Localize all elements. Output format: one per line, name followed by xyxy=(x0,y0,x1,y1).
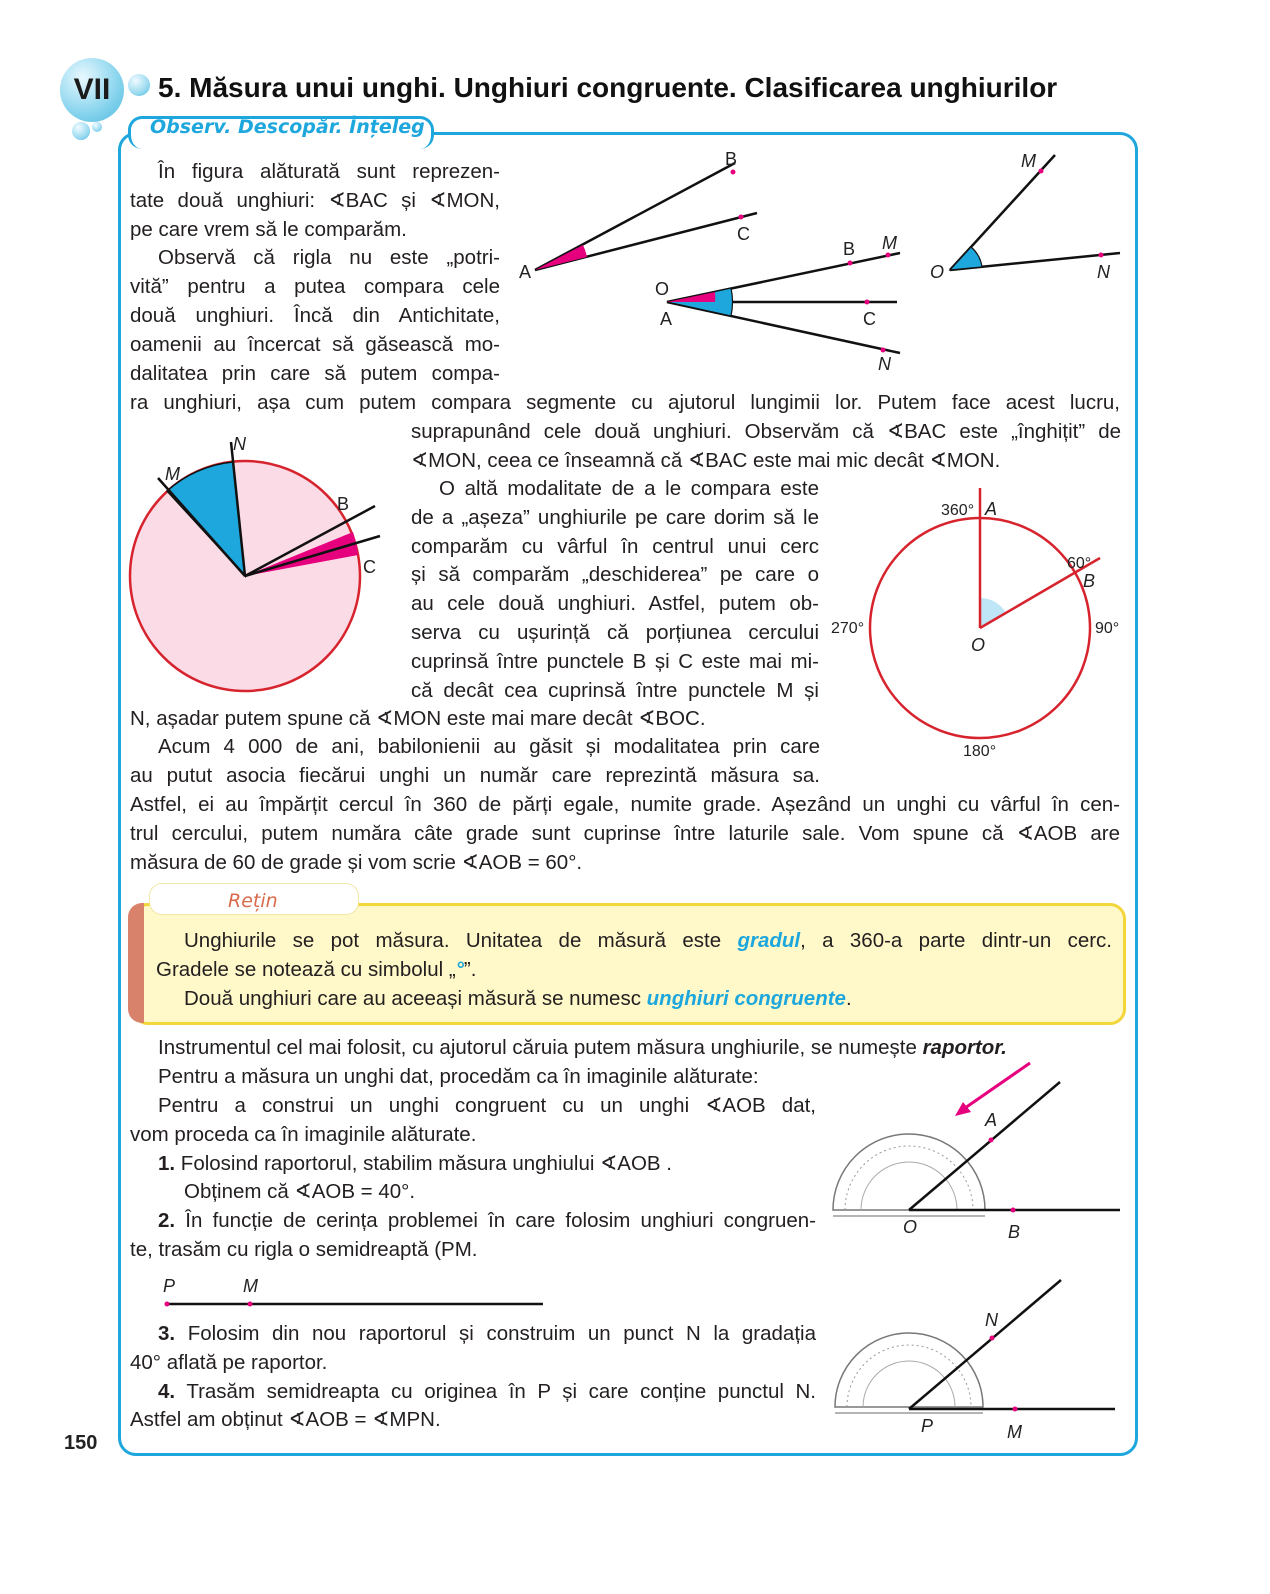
step-2: 2. În funcție de cerința problemei în care folosim unghiuri congruen- xyxy=(158,1209,816,1233)
label-B: B xyxy=(337,494,350,514)
label-M: M xyxy=(165,464,180,484)
label-B: B xyxy=(1083,571,1096,591)
label-180-deg: 180° xyxy=(963,743,997,760)
label-90-deg: 90° xyxy=(1095,620,1120,637)
text-line: Pentru a construi un unghi congruent cu un unghi ∢AOB dat, xyxy=(158,1094,816,1117)
text-line: Acum 4 000 de ani, babilonienii au găsit și modalitatea prin care xyxy=(158,735,820,758)
label-N: N xyxy=(233,434,246,454)
text-line: Gradele se notează cu simbolul „°”. xyxy=(156,957,477,981)
label-C: C xyxy=(363,557,376,577)
text-line: cuprinsă între punctele B și C este mai mi- xyxy=(411,649,819,673)
text-line: Astfel am obținut ∢AOB = ∢MPN. xyxy=(130,1408,441,1432)
paragraph-construct xyxy=(130,1092,816,1265)
paragraph-steps-3-4 xyxy=(130,1320,816,1435)
label-270-deg: 270° xyxy=(831,620,865,637)
paragraph-overlap xyxy=(411,418,1121,476)
text-line: O altă modalitate de a le compara este xyxy=(439,477,819,500)
text-line: Două unghiuri care au aceeași măsură se numesc unghiuri congruente. xyxy=(184,986,852,1010)
label-N: N xyxy=(878,354,891,374)
text-line: N, așadar putem spune că ∢MON este mai mare decât ∢BOC. xyxy=(130,707,706,730)
text-line: serva cu ușurință că porțiunea cercului xyxy=(411,620,819,644)
text-line: ra unghiuri, așa cum putem compara segmente cu ajutorul lungimii lor. Putem face acest lucru, xyxy=(130,391,1120,414)
label-N: N xyxy=(1097,262,1110,282)
figure-protractor-construct xyxy=(825,1272,1130,1444)
step-3: 3. Folosim din nou raportorul și construim un punct N la gradația xyxy=(158,1322,816,1345)
text-line: vită” pentru a putea compara cele xyxy=(130,275,500,299)
text-line: măsura de 60 de grade și vom scrie ∢AOB = 60°. xyxy=(130,850,583,874)
label-C: C xyxy=(737,224,750,244)
label-O: O xyxy=(971,635,986,655)
text-line: trul cercului, putem număra câte grade sunt cuprinse între laturile sale. Vom spune că ∢AOB are xyxy=(130,821,1120,845)
figure-circle-angles xyxy=(125,428,395,698)
text-line: au putut asocia fiecărui unghi un număr care reprezintă măsura sa. xyxy=(130,763,820,787)
text-line: suprapunând cele două unghiuri. Observăm că ∢BAC este „înghițit” de xyxy=(411,420,1121,443)
figure-angles-comparison xyxy=(505,145,1130,375)
decor-bubble xyxy=(92,122,102,132)
label-B: B xyxy=(725,149,738,169)
text-line: dalitatea prin care să putem compa- xyxy=(130,361,500,385)
label-M: M xyxy=(882,233,897,253)
label-C: C xyxy=(863,309,876,329)
step-1: 1. Folosind raportorul, stabilim măsura unghiului ∢AOB . xyxy=(158,1151,672,1175)
label-O: O xyxy=(930,262,945,282)
label-N: N xyxy=(985,1310,998,1330)
text-line: Obținem că ∢AOB = 40°. xyxy=(184,1180,416,1204)
text-line: și să comparăm „deschiderea” pe care o xyxy=(411,563,819,587)
label-P: P xyxy=(921,1416,934,1436)
label-M: M xyxy=(1007,1422,1022,1442)
chapter-badge: VII xyxy=(60,58,124,122)
text-line: ∢MON, ceea ce înseamnă că ∢BAC este mai mic decât ∢MON. xyxy=(411,448,1001,472)
label-B: B xyxy=(1008,1222,1021,1242)
figure-ray-pm xyxy=(155,1270,555,1315)
remember-box-strip xyxy=(128,903,144,1023)
label-O: O xyxy=(903,1217,918,1237)
label-M: M xyxy=(1021,151,1036,171)
label-M: M xyxy=(243,1276,258,1296)
text-line: Pentru a măsura un unghi dat, procedăm ca în imaginile alăturate: xyxy=(158,1065,759,1088)
label-P: P xyxy=(163,1276,176,1296)
paragraph-intro xyxy=(130,158,500,388)
text-line: două unghiuri. Încă din Antichitate, xyxy=(130,303,500,327)
label-60-deg: 60° xyxy=(1067,555,1092,572)
figure-protractor-measure xyxy=(825,1058,1130,1248)
label-A: A xyxy=(985,499,998,519)
page-number: 150 xyxy=(64,1432,98,1454)
text-line: oamenii au încercat să găsească mo- xyxy=(130,332,500,356)
page-title: 5. Măsura unui unghi. Unghiuri congruente. Clasificarea unghiurilor xyxy=(158,72,1058,103)
text-line: Astfel, ei au împărțit cercul în 360 de părți egale, numite grade. Așezând un unghi cu vârful în cen- xyxy=(130,793,1120,816)
label-A: A xyxy=(660,309,673,329)
text-line: vom proceda ca în imaginile alăturate. xyxy=(130,1122,477,1146)
text-line: 40° aflată pe raportor. xyxy=(130,1350,328,1374)
paragraph-circle xyxy=(411,475,819,705)
label-A: A xyxy=(519,262,532,282)
decor-bubble xyxy=(72,122,90,140)
text-line: tate două unghiuri: ∢BAC și ∢MON, xyxy=(130,188,500,212)
text-line: Observă că rigla nu este „potri- xyxy=(158,246,500,270)
observe-section-label: Observ. Descopăr. Înțeleg xyxy=(150,116,425,138)
text-line: de a „așeza” unghiurile pe care dorim să le xyxy=(411,505,819,529)
figure-degree-circle xyxy=(825,488,1125,763)
text-line: Instrumentul cel mai folosit, cu ajutorul căruia putem măsura unghiurile, se numește raportor. xyxy=(158,1036,1007,1059)
label-360-deg: 360° xyxy=(941,502,975,519)
label-B: B xyxy=(843,239,856,259)
step-4: 4. Trasăm semidreapta cu originea în P și care conține punctul N. xyxy=(158,1379,816,1403)
paragraph-babylon-full xyxy=(130,791,1120,877)
text-line: au cele două unghiuri. Astfel, putem ob- xyxy=(411,592,819,616)
text-line: În figura alăturată sunt reprezen- xyxy=(158,160,500,183)
label-A: A xyxy=(985,1110,998,1130)
remember-label: Rețin xyxy=(228,890,278,912)
text-line: te, trasăm cu rigla o semidreaptă (PM. xyxy=(130,1237,478,1261)
remember-text xyxy=(156,927,1112,1013)
text-line: că decât cea cuprinsă între punctele M și xyxy=(411,678,819,702)
text-line: Unghiurile se pot măsura. Unitatea de măsură este gradul, a 360-a parte dintr-un cerc. xyxy=(184,929,1112,952)
label-O: O xyxy=(655,279,670,299)
text-line: comparăm cu vârful în centrul unui cerc xyxy=(411,534,819,558)
decor-bubble xyxy=(128,74,150,96)
text-line: pe care vrem să le comparăm. xyxy=(130,217,407,241)
paragraph-babylon xyxy=(130,733,820,791)
